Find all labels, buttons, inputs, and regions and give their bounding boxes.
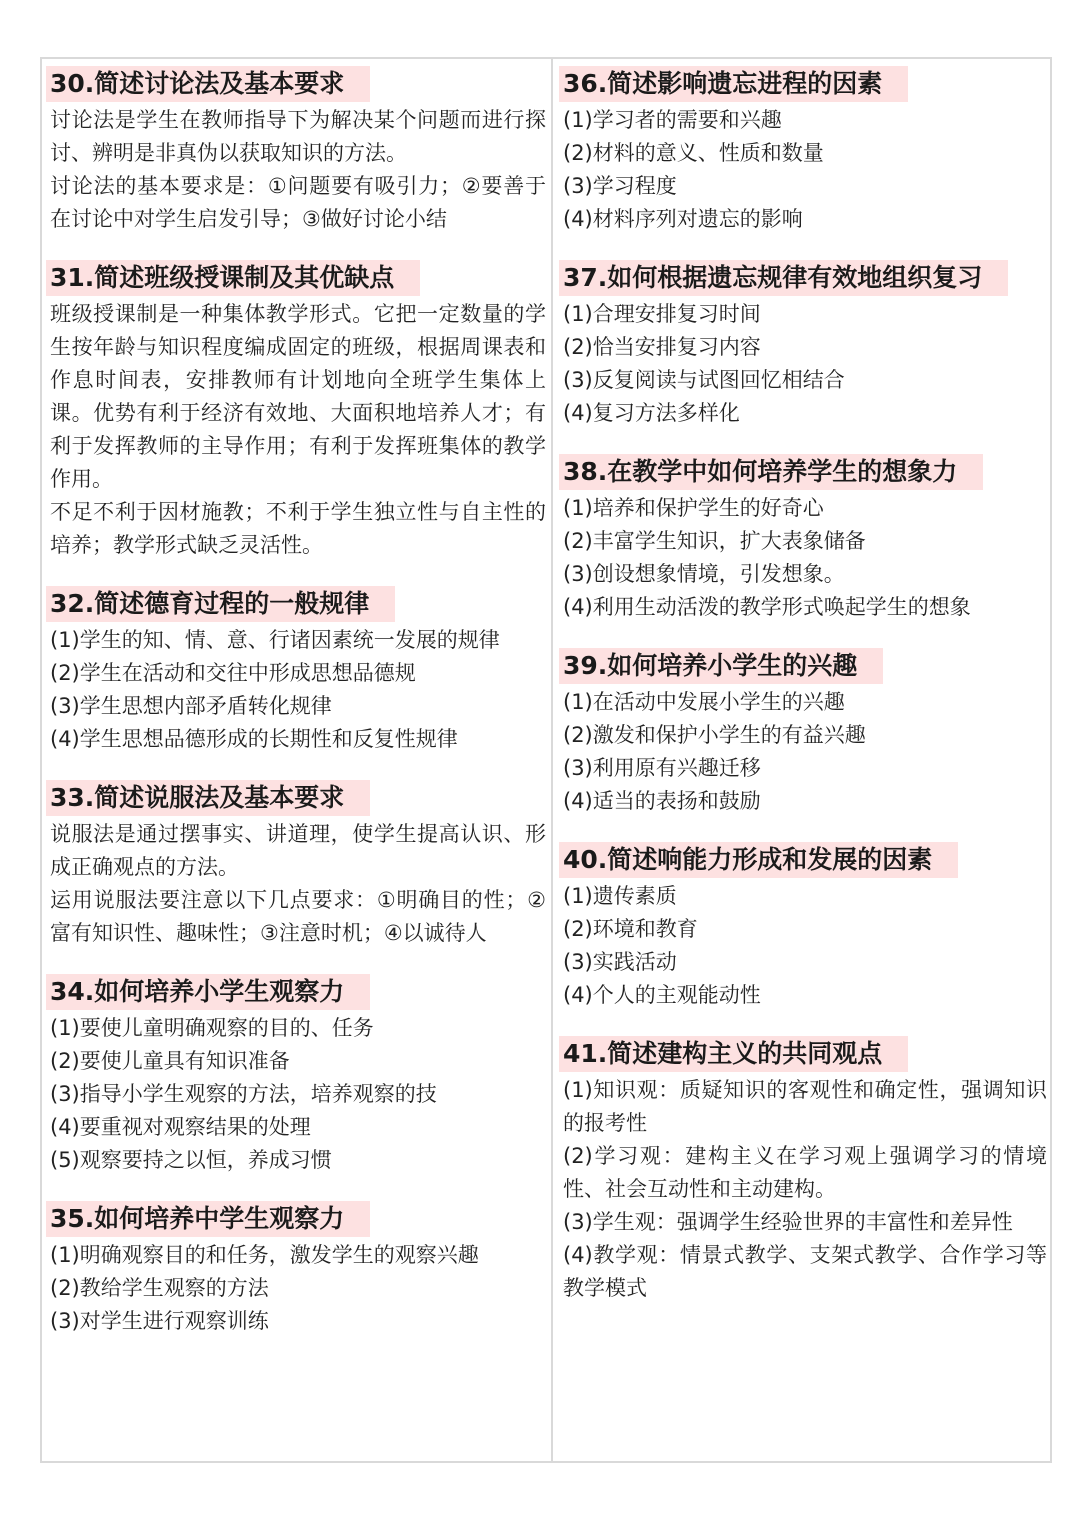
question-section	[46, 260, 546, 562]
answer-line: (4)适当的表扬和鼓励	[563, 789, 761, 813]
question-section	[559, 454, 1047, 624]
question-section	[46, 66, 546, 236]
question-heading: 35.如何培养中学生观察力	[46, 1201, 370, 1237]
answer-line: (3)反复阅读与试图回忆相结合	[563, 368, 845, 392]
question-heading: 37.如何根据遗忘规律有效地组织复习	[559, 260, 1008, 296]
question-heading: 34.如何培养小学生观察力	[46, 974, 370, 1010]
answer-line: (2)材料的意义、性质和数量	[563, 141, 824, 165]
answer-line: (1)知识观：质疑知识的客观性和确定性，强调知识的报考性	[563, 1078, 1047, 1135]
right-column	[559, 66, 1047, 1329]
answer-line: (2)学习观：建构主义在学习观上强调学习的情境性、社会互动性和主动建构。	[563, 1144, 1047, 1201]
question-section	[559, 66, 1047, 236]
answer-line: (1)在活动中发展小学生的兴趣	[563, 690, 845, 714]
answer-line: (1)明确观察目的和任务，激发学生的观察兴趣	[50, 1243, 479, 1267]
answer-line: (4)复习方法多样化	[563, 401, 740, 425]
answer-line: (3)利用原有兴趣迁移	[563, 756, 761, 780]
answer-line: (2)教给学生观察的方法	[50, 1276, 269, 1300]
answer-line: (4)要重视对观察结果的处理	[50, 1115, 311, 1139]
question-heading: 41.简述建构主义的共同观点	[559, 1036, 908, 1072]
answer-line: 不足不利于因材施教；不利于学生独立性与自主性的培养；教学形式缺乏灵活性。	[50, 500, 546, 557]
answer-line: (1)遗传素质	[563, 884, 677, 908]
answer-line: (3)学习程度	[563, 174, 677, 198]
answer-line: (2)激发和保护小学生的有益兴趣	[563, 723, 866, 747]
question-heading: 32.简述德育过程的一般规律	[46, 586, 395, 622]
answer-line: (2)恰当安排复习内容	[563, 335, 761, 359]
question-heading: 40.简述响能力形成和发展的因素	[559, 842, 958, 878]
answer-line: (4)个人的主观能动性	[563, 983, 761, 1007]
answer-line: (2)学生在活动和交往中形成思想品德规	[50, 661, 416, 685]
answer-line: (2)丰富学生知识，扩大表象储备	[563, 529, 866, 553]
question-section	[46, 780, 546, 950]
answer-line: (1)合理安排复习时间	[563, 302, 761, 326]
answer-line: (1)要使儿童明确观察的目的、任务	[50, 1016, 374, 1040]
answer-line: (1)培养和保护学生的好奇心	[563, 496, 824, 520]
question-heading: 30.简述讨论法及基本要求	[46, 66, 370, 102]
left-column	[46, 66, 546, 1362]
answer-line: 讨论法的基本要求是：①问题要有吸引力；②要善于在讨论中对学生启发引导；③做好讨论小结	[50, 174, 546, 231]
answer-line: 说服法是通过摆事实、讲道理，使学生提高认识、形成正确观点的方法。	[50, 822, 546, 879]
answer-line: (3)学生观：强调学生经验世界的丰富性和差异性	[563, 1210, 1013, 1234]
answer-line: (1)学习者的需要和兴趣	[563, 108, 782, 132]
answer-line: (5)观察要持之以恒，养成习惯	[50, 1148, 332, 1172]
question-heading: 39.如何培养小学生的兴趣	[559, 648, 883, 684]
answer-line: 讨论法是学生在教师指导下为解决某个问题而进行探讨、辨明是非真伪以获取知识的方法。	[50, 108, 546, 165]
question-section	[46, 586, 546, 756]
question-heading: 33.简述说服法及基本要求	[46, 780, 370, 816]
question-section	[559, 648, 1047, 818]
answer-line: (3)学生思想内部矛盾转化规律	[50, 694, 332, 718]
answer-line: (4)利用生动活泼的教学形式唤起学生的想象	[563, 595, 971, 619]
question-heading: 36.简述影响遗忘进程的因素	[559, 66, 908, 102]
answer-line: 班级授课制是一种集体教学形式。它把一定数量的学生按年龄与知识程度编成固定的班级，根据周课表和作息时间表，安排教师有计划地向全班学生集体上课。优势有利于经济有效地、大面积地培养人才；有利于发挥教师的主导作用；有利于发挥班集体的教学作用。	[50, 302, 546, 491]
column-divider	[551, 57, 553, 1463]
answer-line: (3)创设想象情境，引发想象。	[563, 562, 845, 586]
question-section	[559, 842, 1047, 1012]
question-section	[559, 1036, 1047, 1305]
answer-line: (4)材料序列对遗忘的影响	[563, 207, 803, 231]
answer-line: 运用说服法要注意以下几点要求：①明确目的性；②富有知识性、趣味性；③注意时机；④以诚待人	[50, 888, 546, 945]
answer-line: (4)教学观：情景式教学、支架式教学、合作学习等教学模式	[563, 1243, 1047, 1300]
answer-line: (2)环境和教育	[563, 917, 698, 941]
question-section	[46, 1201, 546, 1338]
question-section	[46, 974, 546, 1177]
answer-line: (3)指导小学生观察的方法，培养观察的技	[50, 1082, 437, 1106]
question-section	[559, 260, 1047, 430]
answer-line: (1)学生的知、情、意、行诸因素统一发展的规律	[50, 628, 500, 652]
answer-line: (3)对学生进行观察训练	[50, 1309, 269, 1333]
answer-line: (2)要使儿童具有知识准备	[50, 1049, 290, 1073]
question-heading: 31.简述班级授课制及其优缺点	[46, 260, 420, 296]
answer-line: (4)学生思想品德形成的长期性和反复性规律	[50, 727, 458, 751]
question-heading: 38.在教学中如何培养学生的想象力	[559, 454, 983, 490]
answer-line: (3)实践活动	[563, 950, 677, 974]
